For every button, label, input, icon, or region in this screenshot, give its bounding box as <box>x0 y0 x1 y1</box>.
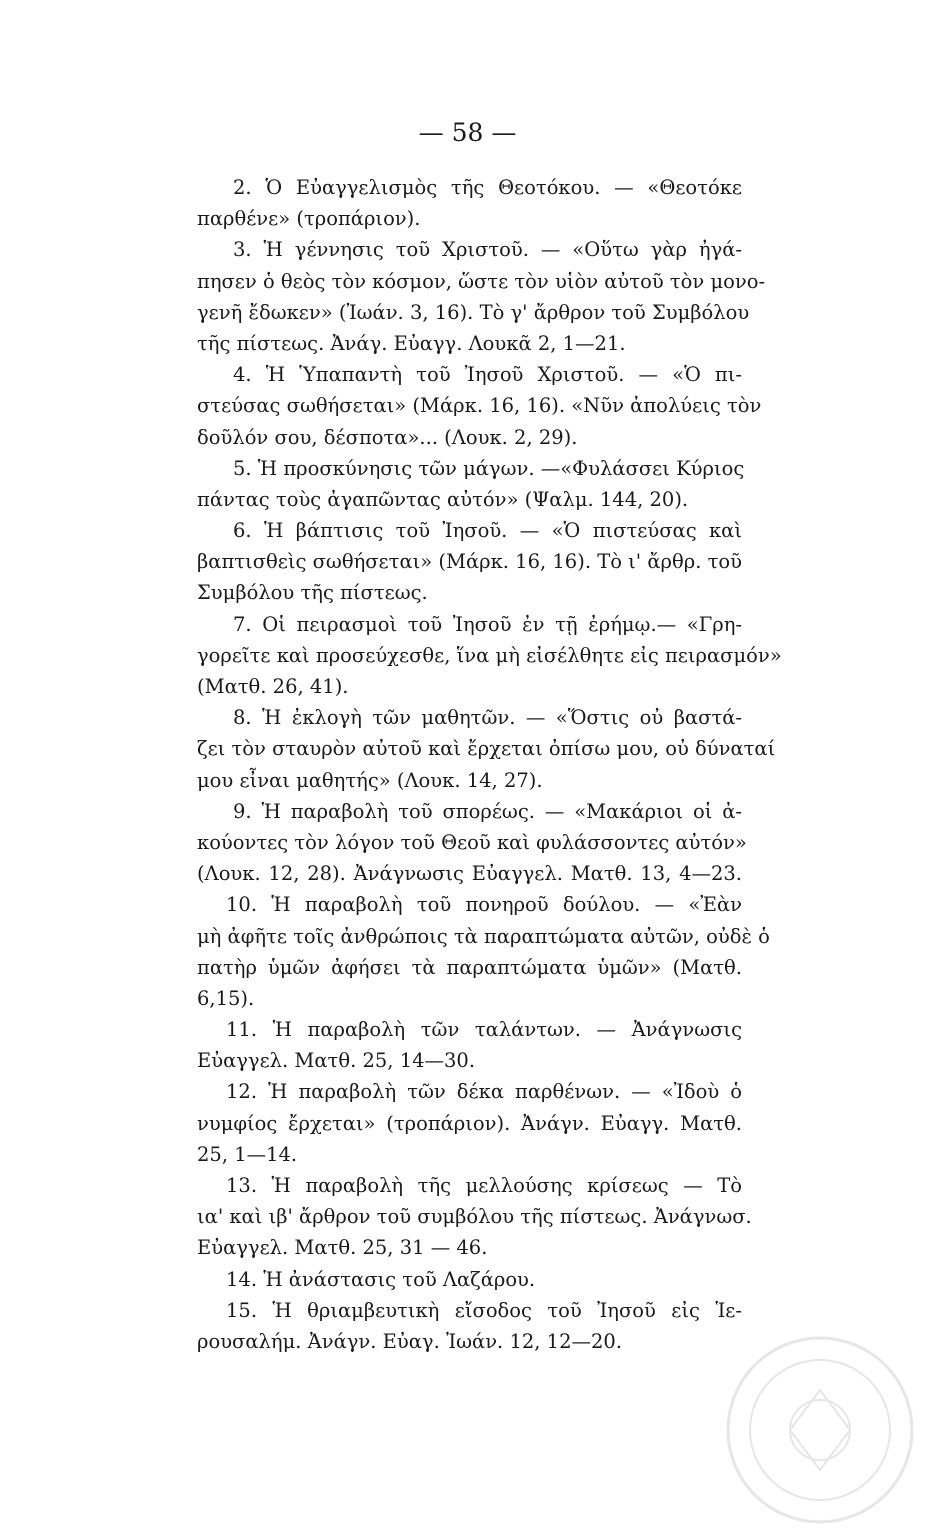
text-line: μου εἶναι μαθητής» (Λουκ. 14, 27). <box>197 768 543 792</box>
text-line: πησεν ὁ θεὸς τὸν κόσμον, ὥστε τὸν υἱὸν αὐτοῦ τὸν μονο- <box>197 269 766 293</box>
text-line: Συμβόλου τῆς πίστεως. <box>197 581 428 605</box>
text-line: δοῦλόν σου, δέσποτα»... (Λουκ. 2, 29). <box>197 425 578 449</box>
text-line: 3. Ἡ γέννησις τοῦ Χριστοῦ. — «Οὕτω γὰρ ἠγά- <box>233 238 742 262</box>
text-line: (Ματθ. 26, 41). <box>197 675 349 698</box>
text-line: στεύσας σωθήσεται» (Μάρκ. 16, 16). «Νῦν ἀπολύεις τὸν <box>197 394 762 418</box>
page-number: — 58 — <box>418 118 517 147</box>
text-line: γορεῖτε καὶ προσεύχεσθε, ἵνα μὴ εἰσέλθητε εἰς πειρασμόν» <box>197 643 782 667</box>
text-line: 4. Ἡ Ὑπαπαντὴ τοῦ Ἰησοῦ Χριστοῦ. — «Ὁ πι- <box>233 363 742 387</box>
text-line: πάντας τοὺς ἀγαπῶντας αὐτόν» (Ψαλμ. 144, 20). <box>197 487 689 511</box>
text-line: 15. Ἡ θριαμβευτικὴ εἴσοδος τοῦ Ἰησοῦ εἰς Ἱε- <box>226 1298 742 1322</box>
text-line: 2. Ὁ Εὐαγγελισμὸς τῆς Θεοτόκου. — «Θεοτόκε <box>233 176 742 199</box>
text-line: ια' καὶ ιβ' ἄρθρον τοῦ συμβόλου τῆς πίστεως. Ἀνάγνωσ. <box>197 1205 752 1229</box>
text-line: 25, 1—14. <box>197 1142 298 1166</box>
text-line: 7. Οἱ πειρασμοὶ τοῦ Ἰησοῦ ἐν τῇ ἐρήμῳ.— «Γρη- <box>233 612 742 636</box>
text-line: παρθένε» (τροπάριον). <box>197 207 421 231</box>
text-line: νυμφίος ἔρχεται» (τροπάριον). Ἀνάγν. Εὐαγγ. Ματθ. <box>197 1111 742 1135</box>
text-line: ρουσαλήμ. Ἀνάγν. Εὐαγ. Ἰωάν. 12, 12—20. <box>197 1329 622 1353</box>
text-line: 11. Ἡ παραβολὴ τῶν ταλάντων. — Ἀνάγνωσις <box>226 1018 742 1042</box>
text-line: 14. Ἡ ἀνάστασις τοῦ Λαζάρου. <box>226 1267 536 1291</box>
text-line: ζει τὸν σταυρὸν αὐτοῦ καὶ ἔρχεται ὀπίσω μου, οὐ δύναταί <box>197 737 776 761</box>
library-seal-icon <box>720 1330 920 1530</box>
text-line: κούοντες τὸν λόγον τοῦ Θεοῦ καὶ φυλάσσοντες αὐτόν» <box>197 830 747 854</box>
text-line: 6. Ἡ βάπτισις τοῦ Ἰησοῦ. — «Ὁ πιστεύσας καὶ <box>233 519 742 543</box>
text-line: μὴ ἀφῆτε τοῖς ἀνθρώποις τὰ παραπτώματα αὐτῶν, οὐδὲ ὁ <box>197 924 770 948</box>
text-line: Εὐαγγελ. Ματθ. 25, 31 — 46. <box>197 1236 488 1260</box>
text-body <box>197 172 782 1357</box>
text-line: τῆς πίστεως. Ἀνάγ. Εὐαγγ. Λουκᾶ 2, 1—21. <box>197 331 626 355</box>
text-line: βαπτισθεὶς σωθήσεται» (Μάρκ. 16, 16). Τὸ ι' ἄρθρ. τοῦ <box>197 550 742 574</box>
text-line: (Λουκ. 12, 28). Ἀνάγνωσις Εὐαγγελ. Ματθ. 13, 4—23. <box>197 862 742 886</box>
text-line: 10. Ἡ παραβολὴ τοῦ πονηροῦ δούλου. — «Ἐὰν <box>226 893 742 917</box>
text-line: 13. Ἡ παραβολὴ τῆς μελλούσης κρίσεως — Τὸ <box>226 1174 742 1197</box>
text-line: 5. Ἡ προσκύνησις τῶν μάγων. —«Φυλάσσει Κύριος <box>233 456 745 480</box>
text-line: γενῆ ἔδωκεν» (Ἰωάν. 3, 16). Τὸ γ' ἄρθρον τοῦ Συμβόλου <box>197 300 750 324</box>
text-line: 6,15). <box>197 986 255 1010</box>
text-line: πατὴρ ὑμῶν ἀφήσει τὰ παραπτώματα ὑμῶν» (Ματθ. <box>197 955 742 979</box>
text-line: 9. Ἡ παραβολὴ τοῦ σπορέως. — «Μακάριοι οἱ ἀ- <box>233 799 742 823</box>
text-line: Εὐαγγελ. Ματθ. 25, 14—30. <box>197 1049 476 1073</box>
text-line: 12. Ἡ παραβολὴ τῶν δέκα παρθένων. — «Ἰδοὺ ὁ <box>226 1080 742 1104</box>
text-line: 8. Ἡ ἐκλογὴ τῶν μαθητῶν. — «Ὅστις οὐ βαστά- <box>233 706 742 730</box>
